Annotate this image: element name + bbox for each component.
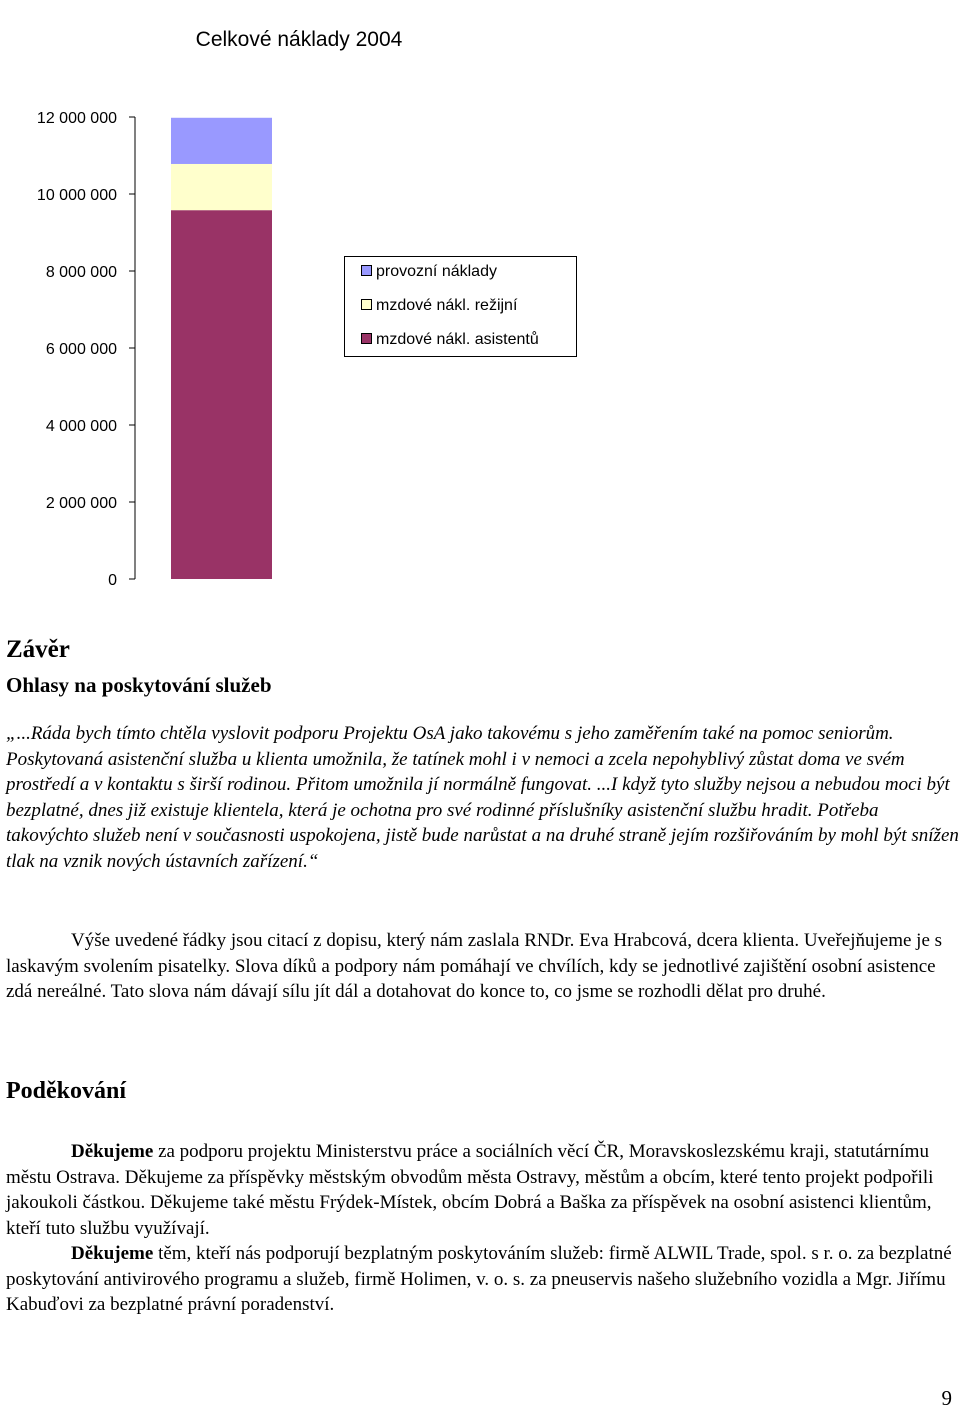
cost-chart: [10, 3, 588, 607]
bar-segment: [171, 210, 272, 579]
y-tick-label: 0: [108, 572, 117, 589]
section-heading-podekovani: Poděkování: [6, 1078, 127, 1104]
y-tick-label: 8 000 000: [45, 264, 117, 281]
y-tick-label: 6 000 000: [45, 341, 117, 358]
thanks-paragraph-1: [6, 1139, 960, 1241]
legend-swatch: [362, 266, 372, 276]
thanks-text-1: za podporu projektu Ministerstvu práce a sociálních věcí ČR, Moravskoslezskému kraji, statutárnímu městu Ostrava. Děkujeme za příspěvky městským obvodům města Ostravy, městům a obcím, které tento projekt podpořili jakoukoli částkou. Děkujeme také městu Frýdek-Místek, obcím Dobrá a Baška za příspěvek na osobní asistenci klientům, kteří tuto službu využívají.: [6, 1141, 934, 1239]
legend-label: mzdové nákl. režijní: [376, 297, 518, 314]
quote-note-text: Výše uvedené řádky jsou citací z dopisu, který nám zaslala RNDr. Eva Hrabcová, dcera klienta. Uveřejňujeme je s laskavým svolením pisatelky. Slova díků a podpory nám pomáhají ve chvílích, kdy se jednotlivé zajištění osobní asistence zdá nereálné. Tato slova nám dávají sílu jít dál a dotahovat do konce to, co jsme se rozhodli dělat pro druhé.: [6, 930, 943, 1002]
legend-swatch: [362, 334, 372, 344]
thanks-paragraph-2: [6, 1241, 960, 1318]
quote-note: [6, 928, 960, 1005]
y-tick-label: 10 000 000: [36, 187, 117, 204]
y-tick-label: 4 000 000: [45, 418, 117, 435]
thanks-text-2: těm, kteří nás podporují bezplatným poskytováním služeb: firmě ALWIL Trade, spol. s r. o. za bezplatné poskytování antivirového programu a služeb, firmě Holimen, v. o. s. za pneuservis našeho služebního vozidla a Mgr. Jiřímu Kabuďovi za bezplatné právní poradenství.: [6, 1243, 952, 1315]
subheading-feedback: Ohlasy na poskytování služeb: [6, 673, 272, 697]
thanks-lead-1: Děkujeme: [71, 1141, 154, 1162]
bar-segment: [171, 164, 272, 210]
legend-label: provozní náklady: [376, 263, 497, 280]
section-heading-zaver: Závěr: [6, 636, 70, 663]
chart-canvas: [10, 3, 588, 607]
legend-swatch: [362, 300, 372, 310]
page-number: 9: [941, 1386, 952, 1410]
thanks-lead-2: Děkujeme: [71, 1243, 154, 1264]
legend-label: mzdové nákl. asistentů: [376, 331, 539, 348]
client-quote: „...Ráda bych tímto chtěla vyslovit podporu Projektu OsA jako takovému s jeho zaměřením také na pomoc seniorům. Poskytovaná asistenční služba u klienta umožnila, že tatínek mohl i v nemoci a zcela nepohyblivý zůstat doma ve svém prostředí a v kontaktu s širší rodinou. Přitom umožnila jí normálně fungovat. ...I když tyto služby nejsou a nebudou moci být bezplatné, dnes již existuje klientela, která je ochotna pro své rodinné příslušníky asistenční službu hradit. Potřeba takovýchto služeb není v současnosti uspokojena, jistě bude narůstat a na druhé straně jejím rozšiřováním by mohl být snížen tlak na vznik nových ústavních zařízení.“: [6, 723, 959, 872]
chart-title: Celkové náklady 2004: [195, 28, 403, 51]
bar-segment: [171, 118, 272, 164]
thanks-section: [6, 1139, 960, 1318]
y-tick-label: 12 000 000: [36, 110, 117, 127]
y-tick-label: 2 000 000: [45, 495, 117, 512]
